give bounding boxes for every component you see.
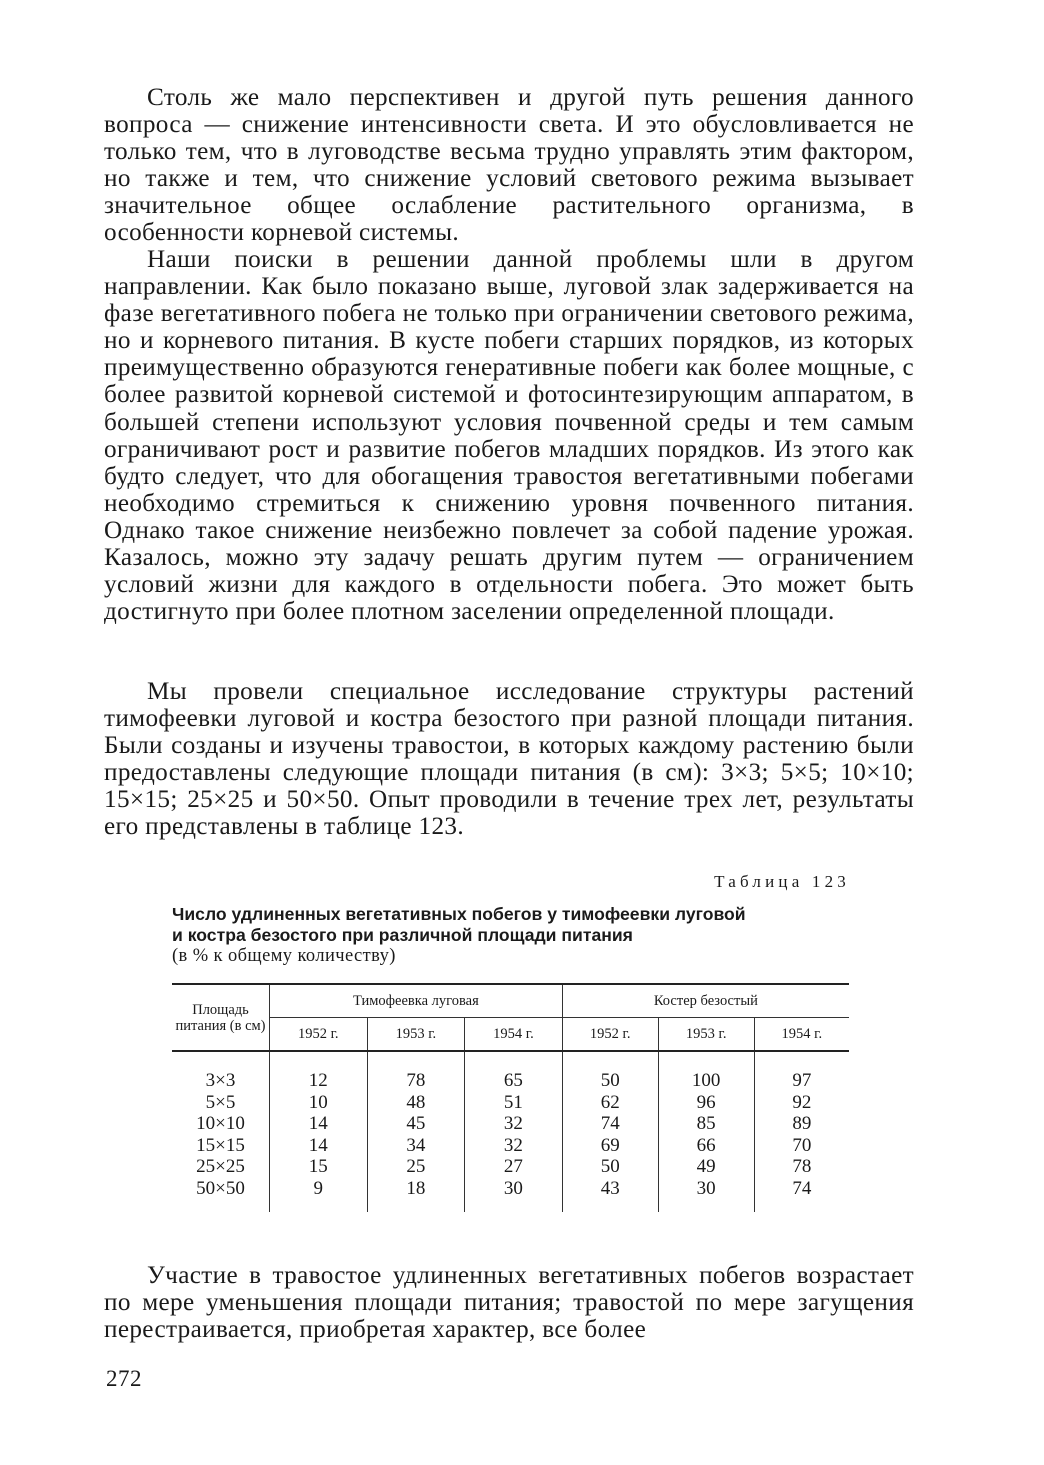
year-header: 1954 г. <box>754 1018 849 1052</box>
table-row <box>172 1070 849 1092</box>
value-cell: 45 <box>367 1113 465 1135</box>
paragraph-text: Мы провели специальное исследование структуры растений тимофеевки луговой и костра безостого при разной площади питания. Были созданы и изучены травостои, в которых каждому растению были предоставлены следующие площади питания (в см): 3×3; 5×5; 10×10; 15×15; 25×25 и 50×50. Опыт проводили в течение трех лет, результаты его представлены в таблице 123. <box>104 678 914 841</box>
area-cell: 5×5 <box>205 1091 236 1113</box>
table-row <box>172 1113 849 1135</box>
value-cell: 48 <box>367 1092 465 1114</box>
paragraph-text: Столь же мало перспективен и другой путь решения данного вопроса — снижение интенсивности света. И это обусловливается не только тем, что в луговодстве весьма трудно управлять этим фактором, но также и тем, что снижение условий светового режима вызывает значительное общее ослабление растительного организма, в особенности корневой системы. <box>104 84 914 247</box>
table-row <box>172 1156 849 1178</box>
value-cell: 65 <box>465 1070 563 1092</box>
value-cell: 27 <box>465 1156 563 1178</box>
value-cell: 62 <box>562 1092 658 1114</box>
value-cell: 32 <box>465 1135 563 1157</box>
value-cell: 32 <box>465 1113 563 1135</box>
value-cell: 49 <box>658 1156 754 1178</box>
group-header-brome: Костер безостый <box>562 984 849 1018</box>
year-header: 1954 г. <box>465 1018 563 1052</box>
stub-header: Площадь питания (в см) <box>172 984 270 1051</box>
area-cell: 15×15 <box>196 1134 245 1156</box>
value-cell: 74 <box>562 1113 658 1135</box>
paragraph-text: Наши поиски в решении данной проблемы шли в другом направлении. Как было показано выше, луговой злак задерживается на фазе вегетативного побега не только при ограничении светового режима, но и корневого питания. В кусте побеги старших порядков, из которых преимущественно образуются генеративные побеги как более мощные, с более развитой корневой системой и фотосинтезирующим аппаратом, в большей степени используют условия почвенной среды и тем самым ограничивают рост и развитие побегов младших порядков. Из этого как будто следует, что для обогащения травостоя вегетативными побегами необходимо стремиться к снижению уровня почвенного питания. Однако такое снижение неизбежно повлечет за собой падение урожая. Казалось, можно эту задачу решать другим путем — ограничением условий жизни для каждого в отдельности побега. Это может быть достигнуто при более плотном заселении определенной площади. <box>104 246 914 626</box>
paragraph-text: Участие в травостое удлиненных вегетативных побегов возрастает по мере уменьшения площади питания; травостой по мере загущения перестраивается, приобретая характер, все более <box>104 1262 914 1344</box>
year-header: 1953 г. <box>367 1018 465 1052</box>
table-caption-units: (в % к общему количеству) <box>172 946 396 966</box>
value-cell: 14 <box>270 1135 368 1157</box>
year-header: 1952 г. <box>270 1018 368 1052</box>
value-cell: 9 <box>270 1178 368 1212</box>
value-cell: 96 <box>658 1092 754 1114</box>
value-cell: 66 <box>658 1135 754 1157</box>
value-cell: 85 <box>658 1113 754 1135</box>
value-cell: 78 <box>367 1070 465 1092</box>
value-cell: 15 <box>270 1156 368 1178</box>
value-cell: 30 <box>465 1178 563 1212</box>
value-cell: 78 <box>754 1156 849 1178</box>
value-cell: 14 <box>270 1113 368 1135</box>
table-caption-line2: и костра безостого при различной площади питания <box>172 925 633 945</box>
paragraph-3 <box>104 678 914 841</box>
value-cell: 70 <box>754 1135 849 1157</box>
area-cell: 50×50 <box>196 1177 245 1199</box>
paragraph-2 <box>104 246 914 625</box>
area-cell: 10×10 <box>196 1113 245 1135</box>
value-cell: 30 <box>658 1178 754 1212</box>
paragraph-1 <box>104 84 914 247</box>
value-cell: 97 <box>754 1070 849 1092</box>
value-cell: 43 <box>562 1178 658 1212</box>
value-cell: 50 <box>562 1156 658 1178</box>
data-table <box>172 983 849 1212</box>
value-cell: 51 <box>465 1092 563 1114</box>
area-cell: 25×25 <box>196 1156 245 1178</box>
value-cell: 34 <box>367 1135 465 1157</box>
page-number: 272 <box>106 1366 142 1391</box>
group-header-timothy: Тимофеевка луговая <box>270 984 563 1018</box>
table-row <box>172 1135 849 1157</box>
value-cell: 92 <box>754 1092 849 1114</box>
value-cell: 74 <box>754 1178 849 1212</box>
area-cell: 3×3 <box>205 1070 236 1091</box>
table-caption-line1: Число удлиненных вегетативных побегов у тимофеевки луговой <box>172 904 746 924</box>
value-cell: 18 <box>367 1178 465 1212</box>
table-caption <box>172 904 872 967</box>
value-cell: 10 <box>270 1092 368 1114</box>
value-cell: 69 <box>562 1135 658 1157</box>
value-cell: 89 <box>754 1113 849 1135</box>
value-cell: 25 <box>367 1156 465 1178</box>
table-row <box>172 1092 849 1114</box>
year-header: 1952 г. <box>562 1018 658 1052</box>
table-number-label: Таблица 123 <box>714 872 850 891</box>
value-cell: 50 <box>562 1070 658 1092</box>
value-cell: 12 <box>270 1070 368 1092</box>
year-header: 1953 г. <box>658 1018 754 1052</box>
paragraph-4 <box>104 1262 914 1343</box>
table-row <box>172 1178 849 1212</box>
value-cell: 100 <box>658 1070 754 1092</box>
